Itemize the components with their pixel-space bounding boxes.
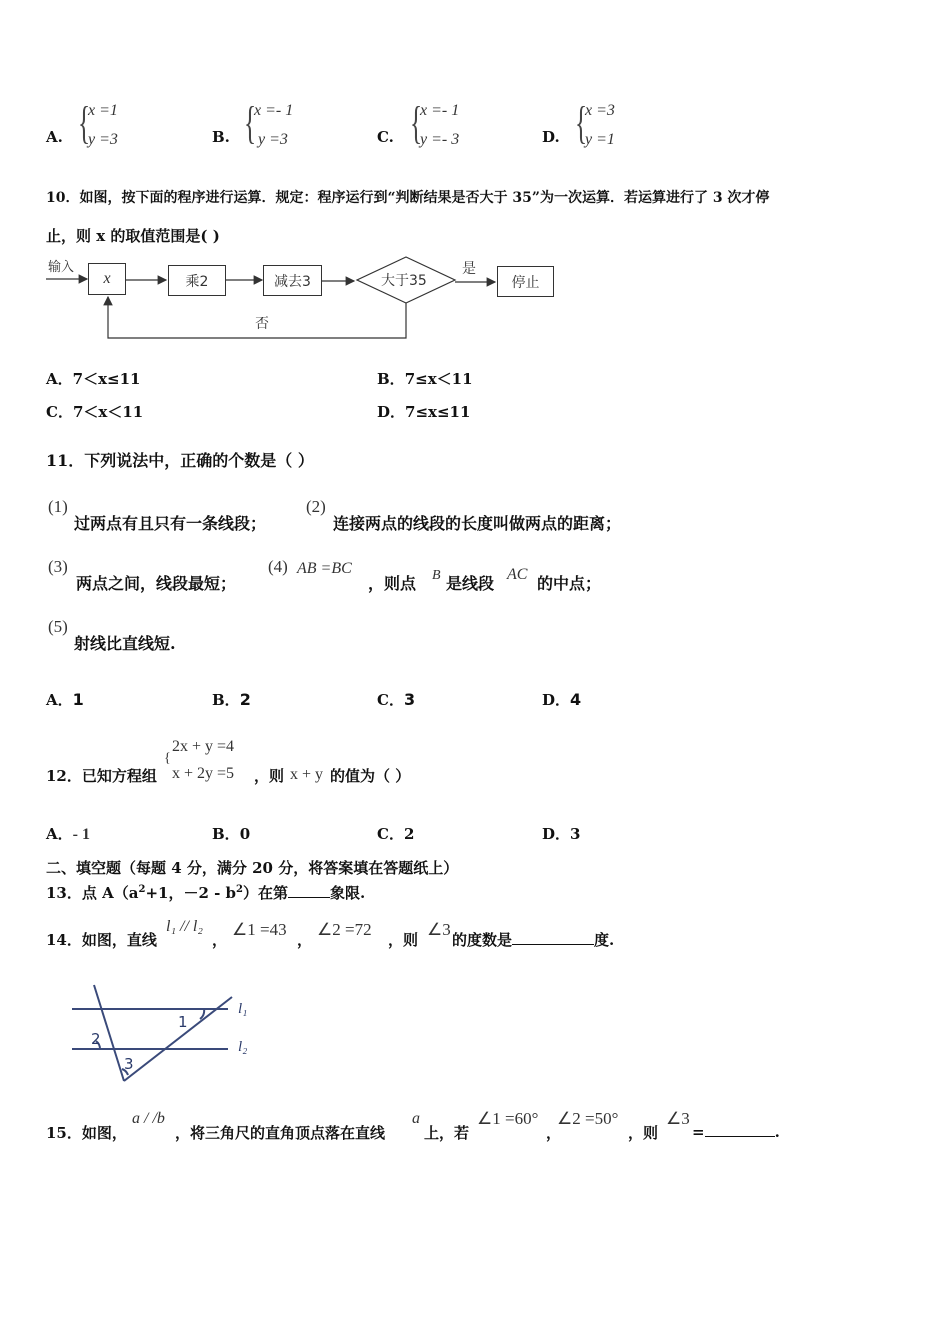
q15-line-a: a xyxy=(412,1110,420,1127)
q11-statement-2: 连接两点的线段的长度叫做两点的距离； xyxy=(333,514,622,533)
q11-option-b: B．2 xyxy=(212,690,251,709)
q12-option-c: C．2 xyxy=(377,825,415,843)
q14-parallel-lines: l₁ // l₂ xyxy=(166,918,203,935)
q9-option-d-label: D. xyxy=(542,128,560,146)
flow-stop-box: 停止 xyxy=(497,266,554,297)
brace-icon: { xyxy=(164,751,171,766)
q13-answer-blank[interactable] xyxy=(288,883,330,898)
q14-part-c: ， xyxy=(297,931,313,949)
q9-option-c-x: x =- 1 xyxy=(420,102,460,119)
q14-angle-2: ∠2 =72 xyxy=(317,920,372,939)
flow-x-box: x xyxy=(88,263,126,295)
q11-num-2: (2) xyxy=(306,497,326,516)
q13-sup-2: 2 xyxy=(236,884,244,895)
q14-figure-label-2: 2 xyxy=(91,1030,101,1048)
flow-yes-label: 是 xyxy=(462,261,476,277)
q10-option-d: D．7≤x≤11 xyxy=(377,403,471,421)
flow-input-label: 输入 xyxy=(48,260,75,275)
brace-icon: { xyxy=(575,97,588,148)
q11-statement-5: 射线比直线短. xyxy=(74,634,176,653)
q11-statement-4c: 的中点； xyxy=(537,574,602,593)
q15-part-f: = . xyxy=(692,1123,780,1141)
q10-line-1: 10．如图，按下面的程序进行运算．规定：程序运行到“判断结果是否大于 35”为一次运算．若运算进行了 3 次才停 xyxy=(46,190,770,206)
q14-angle-3: ∠3 xyxy=(427,920,451,939)
q13-part-b: +1，－2 - b xyxy=(145,884,237,902)
q9-option-a-x: x =1 xyxy=(88,102,118,119)
brace-icon: { xyxy=(244,97,257,148)
q11-statement-4a: ，则点 xyxy=(368,574,417,593)
q15-angle-2: ∠2 =50° xyxy=(557,1109,619,1128)
q11-num-1: (1) xyxy=(48,497,68,516)
q14-figure-label-1: 1 xyxy=(178,1013,188,1031)
section-2-heading: 二、填空题（每题 4 分，满分 20 分，将答案填在答题纸上） xyxy=(46,859,459,877)
q13-sup-1: 2 xyxy=(138,884,146,895)
flow-no-label: 否 xyxy=(255,316,269,332)
q15-part-e: ，则 xyxy=(628,1124,659,1142)
q14-angle-1: ∠1 =43 xyxy=(232,920,287,939)
q14-answer-blank[interactable] xyxy=(512,930,594,945)
q14-figure-label-l1: l₁ xyxy=(238,1001,248,1017)
q9-option-b-label: B. xyxy=(212,128,230,146)
q12-prefix: 12．已知方程组 xyxy=(46,767,157,785)
q12-eq-2: x + 2y =5 xyxy=(172,765,235,782)
q11-math-ac: AC xyxy=(507,566,528,583)
q11-option-c: C．3 xyxy=(377,690,416,709)
q15-angle-3: ∠3 xyxy=(666,1109,690,1128)
question-13 xyxy=(46,882,365,903)
q12-option-d: D．3 xyxy=(542,825,581,843)
q12-mid: ，则 xyxy=(254,767,285,785)
q9-option-c-label: C. xyxy=(377,128,394,146)
q10-line-2: 止，则 x 的取值范围是( ) xyxy=(46,227,220,245)
q11-statement-4b: 是线段 xyxy=(446,574,495,593)
q10-option-b: B．7≤x＜11 xyxy=(377,370,473,388)
q12-option-a: A．- 1 xyxy=(46,825,90,843)
q13-part-c: ）在第 xyxy=(243,884,289,902)
q11-math-ab-bc: AB =BC xyxy=(297,560,352,577)
q11-statement-3: 两点之间，线段最短； xyxy=(76,574,237,593)
q15-part-d: ， xyxy=(546,1124,562,1142)
q11-option-d: D．4 xyxy=(542,690,582,709)
q10-option-a: A．7＜x≤11 xyxy=(46,370,141,388)
brace-icon: { xyxy=(78,97,91,148)
q14-figure xyxy=(60,975,260,1090)
q12-option-b: B．0 xyxy=(212,825,251,843)
q15-angle-1: ∠1 =60° xyxy=(477,1109,539,1128)
q13-part-d: 象限. xyxy=(330,884,366,902)
q14-figure-label-3: 3 xyxy=(124,1055,134,1073)
q15-part-a: 15．如图， xyxy=(46,1124,127,1142)
brace-icon: { xyxy=(410,97,423,148)
q11-statement-1: 过两点有且只有一条线段； xyxy=(74,514,267,533)
q11-title: 11．下列说法中，正确的个数是（ ） xyxy=(46,451,314,470)
q11-math-b: B xyxy=(432,568,441,583)
q9-option-d-y: y =1 xyxy=(585,131,615,148)
q12-expr: x + y xyxy=(290,766,324,783)
q11-num-3: (3) xyxy=(48,557,68,576)
flow-connectors xyxy=(0,0,600,360)
q14-part-e: 的度数是 度. xyxy=(452,931,615,949)
q14-part-a: 14．如图，直线 xyxy=(46,931,157,949)
q11-num-5: (5) xyxy=(48,617,68,636)
flow-subtract-box: 减去3 xyxy=(263,265,322,296)
q9-option-b-y: y =3 xyxy=(258,131,288,148)
q13-part-a: 13．点 A（a xyxy=(46,884,139,902)
q12-suffix: 的值为（ ） xyxy=(330,767,411,785)
q15-part-b: ，将三角尺的直角顶点落在直线 xyxy=(175,1124,386,1142)
q11-option-a: A．1 xyxy=(46,690,84,709)
q12-eq-1: 2x + y =4 xyxy=(172,738,235,755)
flow-decision-label: 大于35 xyxy=(381,273,427,289)
q11-num-4: (4) xyxy=(268,557,288,576)
q14-part-b: ， xyxy=(212,931,228,949)
q15-parallel: a / /b xyxy=(132,1110,165,1127)
q9-option-a-label: A. xyxy=(46,128,63,146)
q14-figure-label-l2: l₂ xyxy=(238,1039,248,1055)
q9-option-a-y: y =3 xyxy=(88,131,118,148)
q9-option-b-x: x =- 1 xyxy=(254,102,294,119)
flow-multiply-box: 乘2 xyxy=(168,265,226,296)
q15-part-c: 上，若 xyxy=(424,1124,470,1142)
q9-option-c-y: y =- 3 xyxy=(420,131,460,148)
q9-option-d-x: x =3 xyxy=(585,102,615,119)
q15-answer-blank[interactable] xyxy=(705,1122,775,1137)
q14-part-d: ，则 xyxy=(388,931,419,949)
q10-option-c: C．7＜x＜11 xyxy=(46,403,144,421)
